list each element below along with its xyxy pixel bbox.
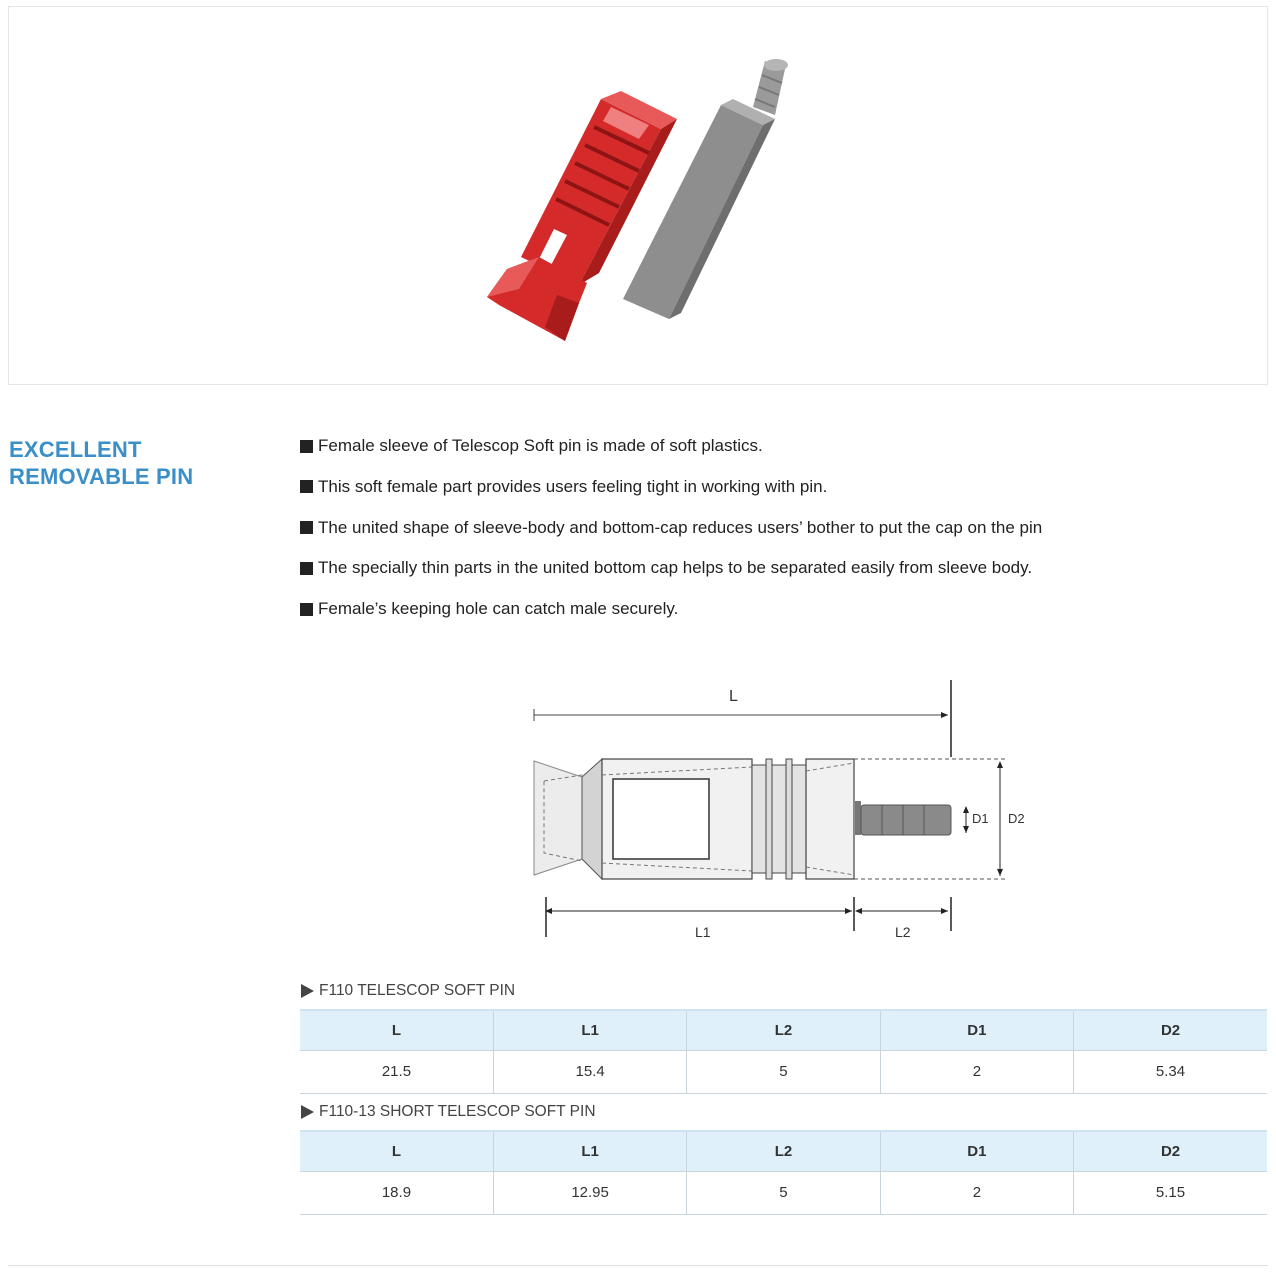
dim-label-D2: D2 xyxy=(1008,811,1025,826)
table-header-cell: D1 xyxy=(880,1131,1073,1171)
feature-list xyxy=(300,436,1260,640)
table-header-cell: L2 xyxy=(687,1131,880,1171)
table-cell: 2 xyxy=(880,1050,1073,1093)
section-title-line2: REMOVABLE PIN xyxy=(9,464,194,489)
section-title-line1: EXCELLENT xyxy=(9,437,142,462)
table-row xyxy=(300,1171,1267,1214)
square-bullet-icon xyxy=(300,521,313,534)
table-cell: 12.95 xyxy=(493,1171,686,1214)
feature-item: The united shape of sleeve-body and bottom-cap reduces users’ bother to put the cap on the pin xyxy=(300,518,1260,538)
table-header-cell: L1 xyxy=(493,1010,686,1050)
product-image-panel xyxy=(8,6,1268,385)
product-illustration xyxy=(9,7,1269,386)
dim-label-L2: L2 xyxy=(895,924,911,940)
section-title xyxy=(9,436,269,490)
table-cell: 18.9 xyxy=(300,1171,493,1214)
dim-label-L1: L1 xyxy=(695,924,711,940)
table-cell: 5.15 xyxy=(1074,1171,1267,1214)
divider xyxy=(8,1265,1268,1266)
spec-table-f110 xyxy=(300,1009,1267,1094)
table-caption: F110-13 SHORT TELESCOP SOFT PIN xyxy=(301,1102,596,1122)
table-cell: 21.5 xyxy=(300,1050,493,1093)
table-row xyxy=(300,1050,1267,1093)
table-header-cell: D2 xyxy=(1074,1131,1267,1171)
dim-label-D1: D1 xyxy=(972,811,989,826)
dimension-diagram xyxy=(530,675,1050,950)
feature-item: The specially thin parts in the united bottom cap helps to be separated easily from sleeve body. xyxy=(300,558,1260,578)
triangle-right-icon xyxy=(301,1105,314,1119)
table-caption: F110 TELESCOP SOFT PIN xyxy=(301,981,515,1001)
table-header-row xyxy=(300,1010,1267,1050)
table-cell: 5 xyxy=(687,1171,880,1214)
feature-item: This soft female part provides users feeling tight in working with pin. xyxy=(300,477,1260,497)
square-bullet-icon xyxy=(300,480,313,493)
table-cell: 5 xyxy=(687,1050,880,1093)
table-cell: 15.4 xyxy=(493,1050,686,1093)
table-header-cell: L xyxy=(300,1131,493,1171)
table-header-cell: L1 xyxy=(493,1131,686,1171)
table-header-cell: L xyxy=(300,1010,493,1050)
triangle-right-icon xyxy=(301,984,314,998)
square-bullet-icon xyxy=(300,603,313,616)
feature-item: Female sleeve of Telescop Soft pin is made of soft plastics. xyxy=(300,436,1260,456)
table-header-cell: D2 xyxy=(1074,1010,1267,1050)
table-header-cell: L2 xyxy=(687,1010,880,1050)
square-bullet-icon xyxy=(300,440,313,453)
spec-table-f110-13 xyxy=(300,1130,1267,1215)
table-header-cell: D1 xyxy=(880,1010,1073,1050)
table-cell: 2 xyxy=(880,1171,1073,1214)
table-header-row xyxy=(300,1131,1267,1171)
feature-item: Female’s keeping hole can catch male securely. xyxy=(300,599,1260,619)
square-bullet-icon xyxy=(300,562,313,575)
gray-pin-illustration xyxy=(623,59,788,319)
table-cell: 5.34 xyxy=(1074,1050,1267,1093)
dim-label-L: L xyxy=(729,688,738,705)
